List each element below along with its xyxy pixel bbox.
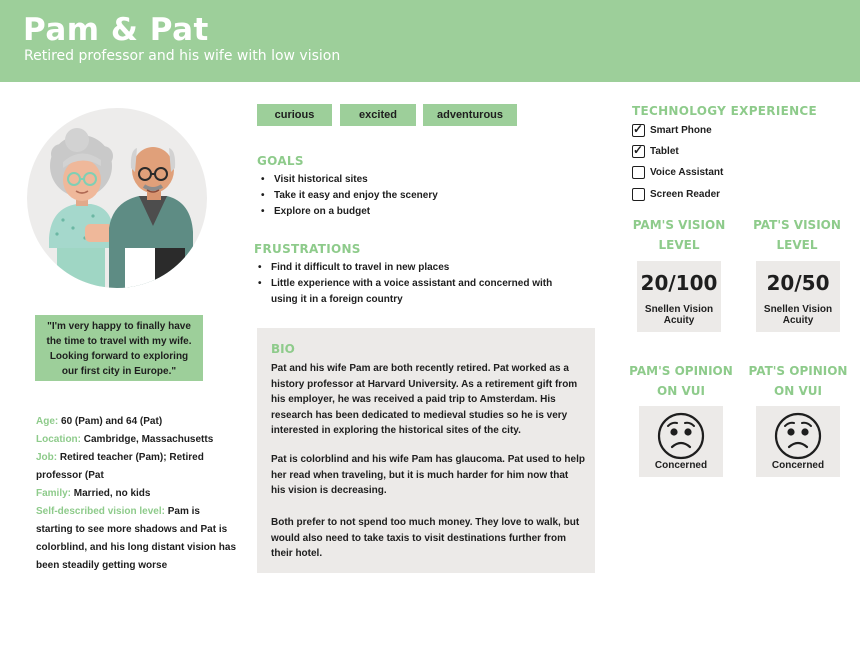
checkbox-checked-icon: ✓ [633, 122, 644, 136]
info-location [36, 431, 236, 449]
trait-tag-adventurous: adventurous [423, 104, 517, 126]
tech-title: TECHNOLOGY EXPERIENCE [632, 104, 818, 118]
checkbox-unchecked-icon [632, 166, 645, 179]
info-location-label: Location: [36, 434, 81, 445]
goals-list [258, 172, 588, 220]
info-age-value: 60 (Pam) and 64 (Pat) [58, 416, 163, 427]
bio-paragraph: Pat is colorblind and his wife Pam has glaucoma. Pat used to help her read when traveling, but it is much harder for him now that his vision is decreasing. [271, 454, 585, 496]
info-age-label: Age: [36, 416, 59, 427]
info-vision [36, 503, 236, 575]
bio-paragraph: Pat and his wife Pam are both recently retired. Pat worked as a history professor at Harvard University. As a retirement gift from his employer, he was received a paid trip to Amsterdam. His research has been dedicated to medieval studies so he is very interested in exploring the historical sites of the city. [271, 363, 578, 436]
persona-subtitle: Retired professor and his wife with low vision [24, 48, 341, 64]
persona-quote: "I'm very happy to finally have the time to travel with my wife. Looking forward to exploring our first city in Europe." [35, 315, 203, 381]
goal-item: • Explore on a budget [258, 204, 588, 220]
vision-caption: Snellen Vision Acuity [763, 304, 833, 326]
frustrations-list [255, 260, 565, 308]
info-family-label: Family: [36, 488, 72, 499]
pat-vision-card [756, 261, 840, 332]
info-job-label: Job: [36, 452, 58, 463]
elderly-couple-illustration [27, 108, 207, 288]
info-job [36, 449, 236, 485]
goal-item: • Take it easy and enjoy the scenery [258, 188, 588, 204]
bio-paragraph: Both prefer to not spend too much money. They love to walk, but would also need to take taxis to visit destinations further from their hotel. [271, 517, 580, 559]
goals-title: GOALS [257, 154, 304, 168]
checkbox-unchecked-icon [632, 188, 645, 201]
trait-tag-excited: excited [340, 104, 416, 126]
vision-caption: Snellen Vision Acuity [644, 304, 714, 326]
concerned-face-icon [774, 412, 822, 460]
pam-vision-card [637, 261, 721, 332]
info-job-value: Retired teacher (Pam); Retired professor (Pat [36, 452, 204, 481]
persona-avatar [27, 108, 207, 288]
pat-vision-title: PAT'S VISION LEVEL [753, 218, 841, 252]
tech-item-label: Screen Reader [650, 189, 721, 200]
checkbox-checked-icon: ✓ [633, 143, 644, 157]
tech-item-label: Smart Phone [650, 125, 712, 136]
info-family [36, 485, 236, 503]
pam-vision-value: 20/100 [640, 271, 718, 295]
info-vision-value: Pam is starting to see more shadows and Pat is colorblind, and his long distant vision has been steadily getting worse [36, 506, 237, 571]
pat-vision-value: 20/50 [766, 271, 830, 295]
bio-title: BIO [271, 342, 295, 356]
header-banner [0, 0, 860, 82]
pat-opinion-title: PAT'S OPINION ON VUI [748, 364, 848, 398]
frustrations-title: FRUSTRATIONS [254, 242, 361, 256]
info-location-value: Cambridge, Massachusetts [81, 434, 214, 445]
pam-opinion-label: Concerned [654, 460, 708, 471]
tech-item-label: Tablet [650, 146, 679, 157]
concerned-face-icon [657, 412, 705, 460]
pam-opinion-card [639, 406, 723, 477]
info-family-value: Married, no kids [71, 488, 151, 499]
pam-opinion-title: PAM'S OPINION ON VUI [629, 364, 733, 398]
pam-vision-title: PAM'S VISION LEVEL [632, 218, 726, 252]
goal-item: • Visit historical sites [258, 172, 588, 188]
persona-info [36, 413, 236, 575]
tech-item-label: Voice Assistant [650, 167, 724, 178]
frustration-item: • Little experience with a voice assistant and concerned with using it in a foreign country [255, 276, 565, 308]
info-age [36, 413, 236, 431]
info-vision-label: Self-described vision level: [36, 506, 165, 517]
pat-opinion-label: Concerned [771, 460, 825, 471]
frustration-item: • Find it difficult to travel in new places [255, 260, 565, 276]
bio-panel [257, 328, 595, 573]
persona-name: Pam & Pat [23, 12, 209, 48]
pat-opinion-card [756, 406, 840, 477]
trait-tag-curious: curious [257, 104, 332, 126]
